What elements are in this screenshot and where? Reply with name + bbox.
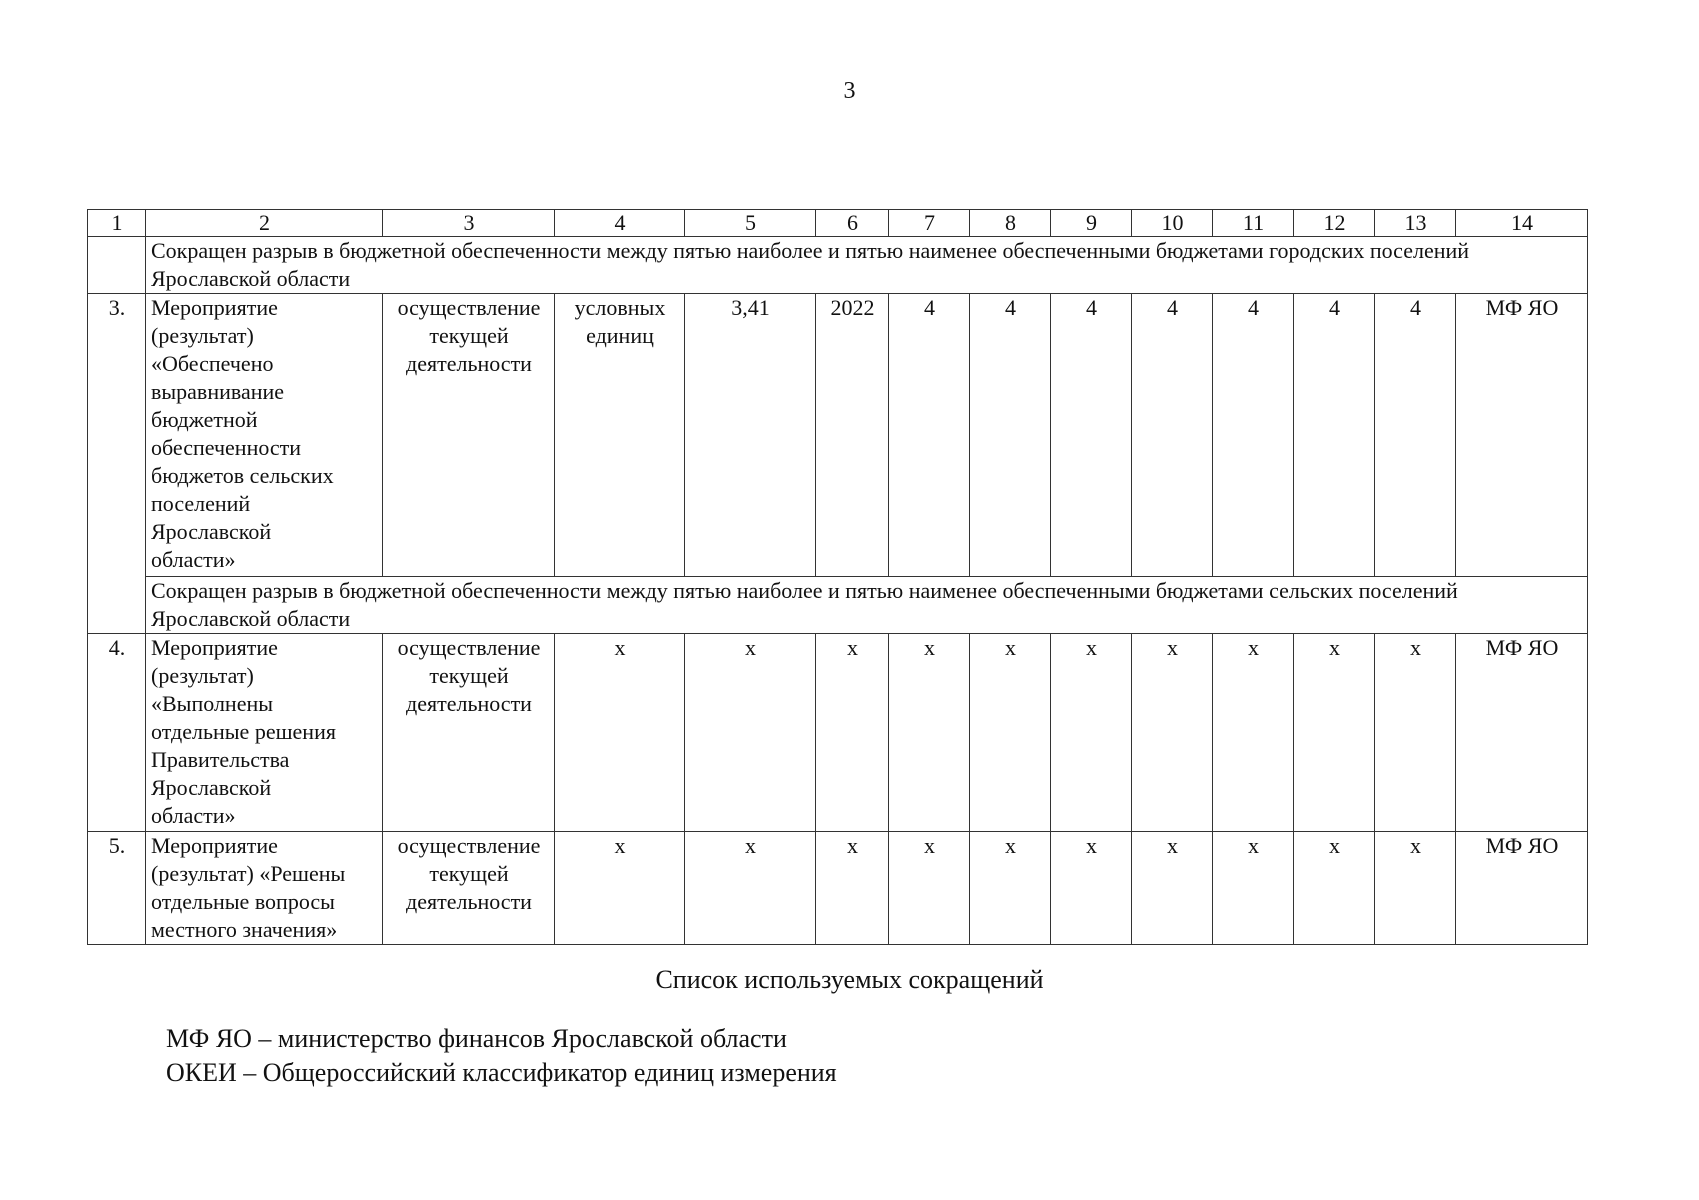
cell-value: х <box>1051 634 1132 832</box>
column-number: 14 <box>1456 210 1588 237</box>
table-row <box>88 294 1588 577</box>
measure-name: Мероприятие (результат) «Решены отдельные вопросы местного значения» <box>146 832 383 945</box>
column-number: 12 <box>1294 210 1375 237</box>
cell-value: х <box>889 634 970 832</box>
cell-value: х <box>970 832 1051 945</box>
responsible: МФ ЯО <box>1456 832 1588 945</box>
task-description: Сокращен разрыв в бюджетной обеспеченности между пятью наиболее и пятью наименее обеспеченными бюджетами городских поселений Ярославской области <box>146 237 1588 294</box>
cell-value: х <box>555 832 685 945</box>
measure-type: осуществление текущей деятельности <box>383 294 555 577</box>
cell-value: 3,41 <box>685 294 816 577</box>
row-number: 5. <box>88 832 146 945</box>
cell-value: 4 <box>1132 294 1213 577</box>
cell-value: х <box>889 832 970 945</box>
column-number: 4 <box>555 210 685 237</box>
cell-value: 4 <box>1213 294 1294 577</box>
column-number: 11 <box>1213 210 1294 237</box>
abbreviations-title: Список используемых сокращений <box>655 965 1044 994</box>
cell-value: х <box>1213 634 1294 832</box>
measure-name: Мероприятие (результат) «Выполнены отдельные решения Правительства Ярославской области» <box>146 634 383 832</box>
cell-value: х <box>816 634 889 832</box>
abbreviations-list <box>166 1022 837 1090</box>
cell-value: х <box>816 832 889 945</box>
row-number: 4. <box>88 634 146 832</box>
row-number-empty <box>88 237 146 294</box>
column-number: 9 <box>1051 210 1132 237</box>
table-row <box>88 577 1588 634</box>
cell-value: х <box>1051 832 1132 945</box>
cell-value: х <box>1294 634 1375 832</box>
unit: условных единиц <box>555 294 685 577</box>
measure-type: осуществление текущей деятельности <box>383 634 555 832</box>
cell-value: 2022 <box>816 294 889 577</box>
cell-value: х <box>1132 832 1213 945</box>
responsible: МФ ЯО <box>1456 294 1588 577</box>
cell-value: 4 <box>1375 294 1456 577</box>
cell-value: х <box>685 634 816 832</box>
cell-value: х <box>1375 634 1456 832</box>
indicators-table <box>87 209 1588 945</box>
column-number: 1 <box>88 210 146 237</box>
task-description: Сокращен разрыв в бюджетной обеспеченности между пятью наиболее и пятью наименее обеспеченными бюджетами сельских поселений Ярославской области <box>146 577 1588 634</box>
column-number: 6 <box>816 210 889 237</box>
abbreviation-item: ОКЕИ – Общероссийский классификатор единиц измерения <box>166 1058 837 1087</box>
column-number: 10 <box>1132 210 1213 237</box>
cell-value: х <box>1375 832 1456 945</box>
cell-value: 4 <box>889 294 970 577</box>
cell-value: х <box>685 832 816 945</box>
cell-value: х <box>1132 634 1213 832</box>
table-row <box>88 634 1588 832</box>
table-header-row <box>88 210 1588 237</box>
cell-value: х <box>555 634 685 832</box>
abbreviation-item: МФ ЯО – министерство финансов Ярославской области <box>166 1024 787 1053</box>
cell-value: 4 <box>1051 294 1132 577</box>
column-number: 5 <box>685 210 816 237</box>
table-row <box>88 237 1588 294</box>
column-number: 7 <box>889 210 970 237</box>
measure-type: осуществление текущей деятельности <box>383 832 555 945</box>
column-number: 3 <box>383 210 555 237</box>
table-row <box>88 832 1588 945</box>
row-number: 3. <box>88 294 146 634</box>
column-number: 13 <box>1375 210 1456 237</box>
cell-value: 4 <box>1294 294 1375 577</box>
measure-name: Мероприятие (результат) «Обеспечено выравнивание бюджетной обеспеченности бюджетов сельских поселений Ярославской области» <box>146 294 383 577</box>
page-number: 3 <box>843 78 856 104</box>
responsible: МФ ЯО <box>1456 634 1588 832</box>
cell-value: х <box>1294 832 1375 945</box>
column-number: 2 <box>146 210 383 237</box>
column-number: 8 <box>970 210 1051 237</box>
cell-value: 4 <box>970 294 1051 577</box>
cell-value: х <box>970 634 1051 832</box>
cell-value: х <box>1213 832 1294 945</box>
